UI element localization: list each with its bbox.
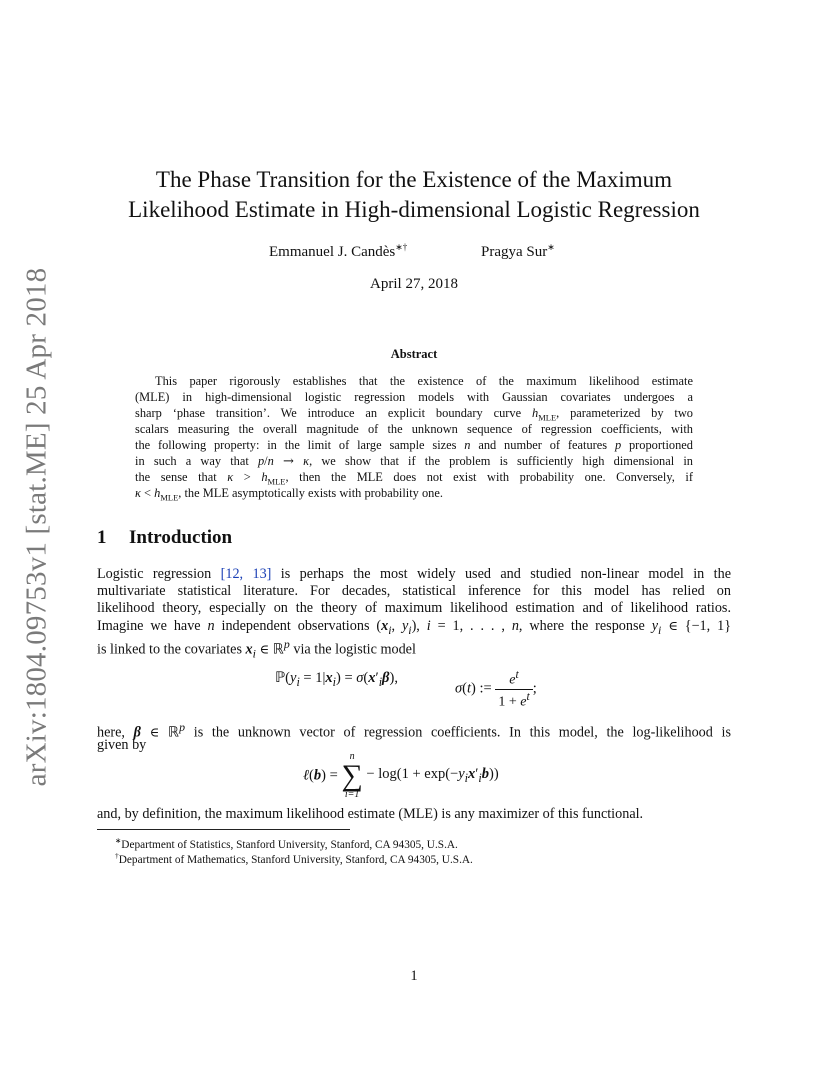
body-text: here, [97,724,134,741]
intro-line-4: Imagine we have n independent observations ($x_i$, $y_i$), i = 1, . . . , n, where the response $y_i$ ∈ {−1, 1} [97,618,731,637]
log-likelihood-equation: ℓ(b) = n ∑ i=1 − $\log(1 + \exp(-y_ix'_ib))$ [303,751,499,800]
footnote-rule [97,829,350,830]
body-text: , where the response [518,618,652,634]
summation-symbol: n ∑ i=1 [341,751,363,800]
body-text: Imagine we have [97,618,208,634]
author-2 [481,242,555,261]
footnote-text: Department of Statistics, Stanford University, Stanford, CA 94305, U.S.A. [121,839,458,851]
abstract-line-8: $\kappa < h_{MLE}$, the MLE asymptotically exists with probability one. [135,486,443,503]
abstract-text: , we show that if the problem is sufficiently high dimensional in [309,454,693,468]
body-text: via the logistic model [289,641,416,658]
abstract-text: the following property: in the limit of large sample sizes [135,438,465,452]
body-text: likelihood theory, especially on the theory of maximum likelihood estimation and of likelihood ratios. [97,600,731,616]
intro-line-5: is linked to the covariates $x_i$ ∈ ℝ$^p$ via the logistic model [97,637,416,661]
citation-link[interactable]: [12, 13] [220,566,272,582]
abstract-text: , then the MLE does not exist with probability one. Conversely, if [285,470,693,484]
body-text: multivariate statistical literature. For decades, statistical inference for this model has relied on [97,583,731,599]
abstract-text: sharp ‘phase transition’. We introduce an explicit boundary curve [135,406,532,420]
arxiv-sidebar-stamp [14,267,60,787]
paper-title-line-1: The Phase Transition for the Existence of the Maximum [155,167,673,192]
abstract-text: proportioned [621,438,693,452]
abstract-text: (MLE) in high-dimensional logistic regression models with Gaussian covariates undergoes a [135,390,693,404]
abstract-line-7: the sense that $\kappa > h_{MLE}$, then the MLE does not exist with probability one. Conversely, if [135,470,693,487]
author-2-marks: ∗ [547,242,555,252]
abstract-text: in such a way that [135,454,258,468]
footnote-text: Department of Mathematics, Stanford University, Stanford, CA 94305, U.S.A. [118,854,473,866]
abstract-text: scalars measuring the overall magnitude of the unknown sequence of regression coefficients, with [135,422,693,436]
body-text: given by [97,737,147,753]
arxiv-identifier: arXiv:1804.09753v1 [stat.ME] 25 Apr 2018 [20,267,53,787]
page-number: 1 [410,968,418,984]
footnote-1 [115,836,458,851]
footnote-mark: ∗ [115,836,122,845]
mle-subscript: MLE [538,412,557,423]
abstract-line-6: in such a way that p/n → κ, we show that if the problem is sufficiently high dimensional in [135,454,693,469]
section-title: Introduction [129,527,233,548]
logistic-model-equation: $ℙ(y_i = 1|x_i) = \sigma(x'_i\beta)$, [275,670,398,689]
intro-line-2 [97,583,731,600]
abstract-line-5: the following property: in the limit of large sample sizes n and number of features p proportioned [135,438,693,452]
author-2-name: Pragya Sur [481,244,548,260]
intro-line-1 [97,566,731,583]
body-text: independent observations [214,618,377,634]
abstract-line-2 [135,389,693,405]
body-text: Logistic regression [97,566,221,582]
abstract-text: the sense that [135,470,228,484]
abstract-text: , the MLE asymptotically exists with probability one. [178,486,443,500]
h-mle-symbol [531,406,557,423]
abstract-line-1 [135,373,693,389]
author-1 [269,242,407,261]
abstract-line-4 [135,421,693,437]
section-heading [97,527,232,549]
body-text: is perhaps the most widely used and studied non-linear model in the [271,566,731,582]
body-text: is linked to the covariates [97,641,246,658]
abstract-text: , parameterized by two [556,406,693,420]
sigmoid-definition: σ(t) := $\frac{e^t}{1 + e^t}$ ; [455,668,537,710]
section-number: 1 [97,527,107,548]
body-text: and, by definition, the maximum likelihood estimate (MLE) is any maximizer of this functional. [97,806,644,822]
paper-title-line-2: Likelihood Estimate in High-dimensional Logistic Regression [128,197,700,222]
abstract-text: This paper rigorously establishes that the existence of the maximum likelihood estimate [155,374,693,388]
h-symbol: h [531,406,539,420]
abstract-text: and number of features [470,438,615,452]
footnote-2 [115,851,473,866]
footnote-mark: † [115,851,119,860]
intro-line-6: here, β ∈ ℝ$^p$ is the unknown vector of regression coefficients. In this model, the log-likelihood is [97,720,731,741]
abstract-heading: Abstract [390,347,438,361]
author-1-marks: ∗† [395,242,408,252]
body-text: is the unknown vector of regression coefficients. In this model, the log-likelihood is [185,724,731,741]
paper-date: April 27, 2018 [370,276,458,292]
author-1-name: Emmanuel J. Candès [269,244,396,260]
intro-line-8 [97,806,731,823]
sigmoid-fraction: $\frac{e^t}{1 + e^t}$ [495,668,532,710]
intro-line-3 [97,600,731,617]
